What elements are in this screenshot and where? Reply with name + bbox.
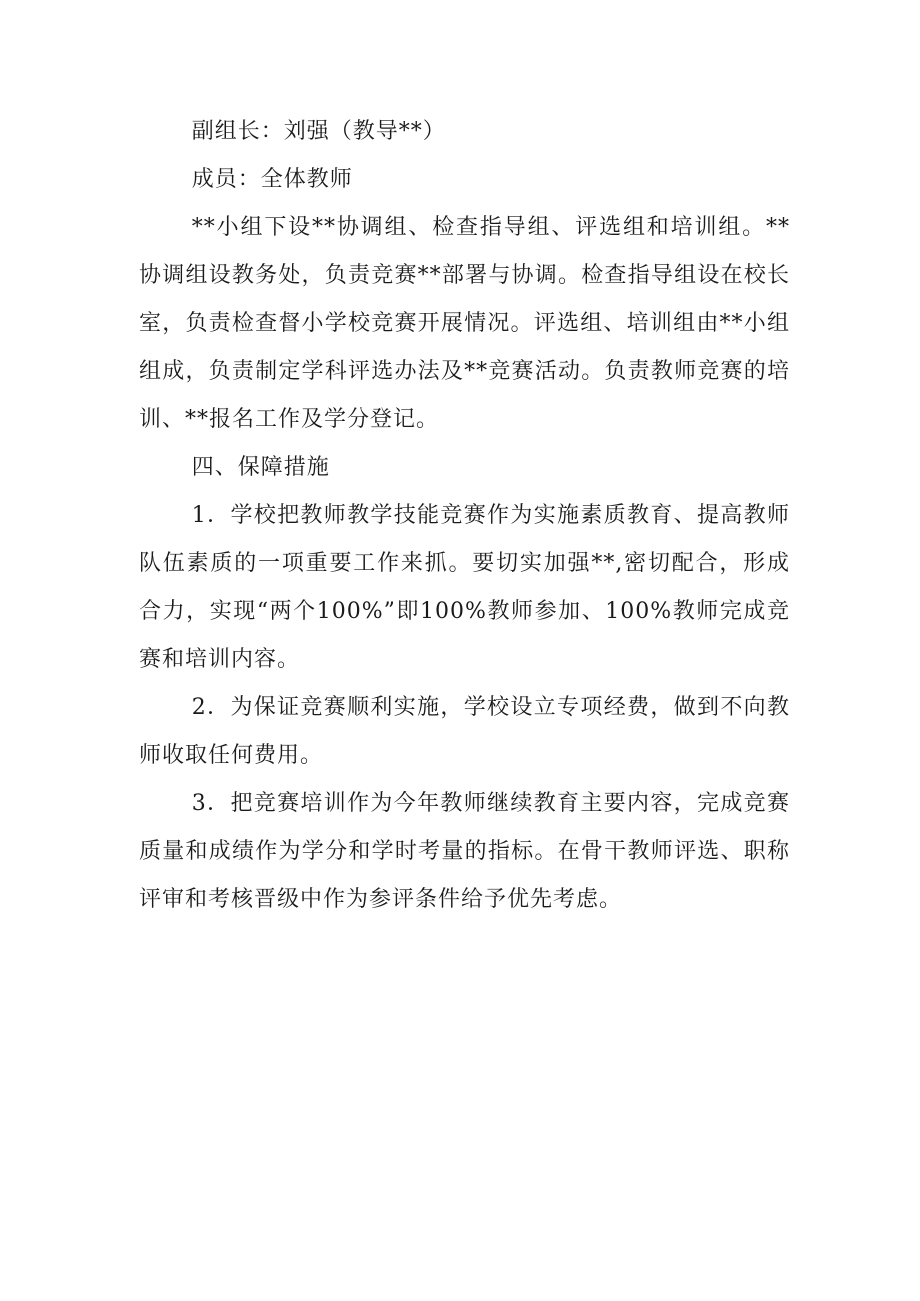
measure-item-3: 3．把竞赛培训作为今年教师继续教育主要内容，完成竞赛质量和成绩作为学分和学时考量的指标。在骨干教师评选、职称评审和考核晋级中作为参评条件给予优先考虑。 [139,791,790,912]
section-heading-guarantee: 四、保障措施 [191,455,330,480]
measure-item-2: 2．为保证竞赛顺利实施，学校设立专项经费，做到不向教师收取任何费用。 [139,695,790,768]
subgroups-paragraph: **小组下设**协调组、检查指导组、评选组和培训组。**协调组设教务处，负责竞赛**部署与协调。检查指导组设在校长室，负责检查督小学校竞赛开展情况。评选组、培训组由**小组组成，负责制定学科评选办法及**竞赛活动。负责教师竞赛的培训、**报名工作及学分登记。 [139,215,790,432]
members-line: 成员：全体教师 [191,167,353,192]
measure-item-1: 1．学校把教师教学技能竞赛作为实施素质教育、提高教师队伍素质的一项重要工作来抓。要切实加强**,密切配合，形成合力，实现“两个100%”即100%教师参加、100%教师完成竞赛和培训内容。 [139,503,790,672]
deputy-leader-line: 副组长：刘强（教导**） [191,119,446,144]
